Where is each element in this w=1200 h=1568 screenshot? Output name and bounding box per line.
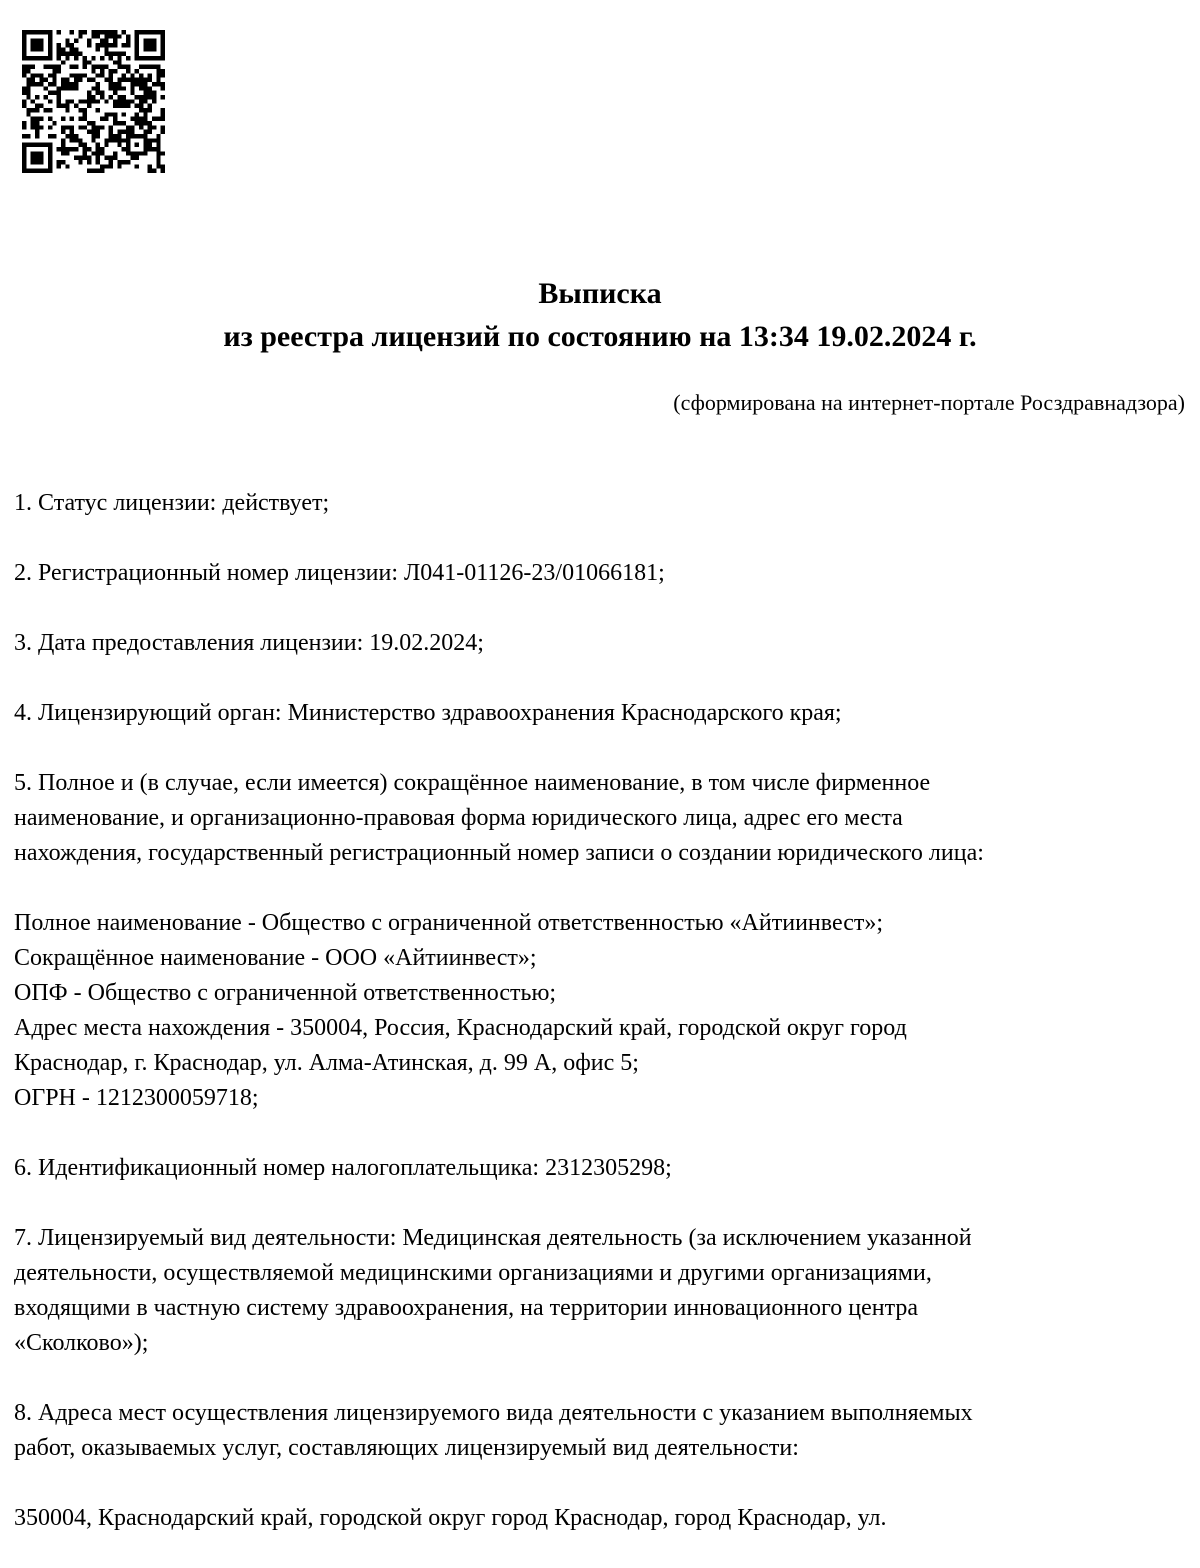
- document-body: [14, 486, 1192, 1568]
- licensed-activity-block: 7. Лицензируемый вид деятельности: Медицинская деятельность (за исключением указанной деятельности, осуществляемой медицинскими организациями и другими организациями, входящими в частную систему здравоохранения, на территории инновационного центра «Сколково»);: [14, 1225, 972, 1356]
- document-title: Выписка из реестра лицензий по состоянию на 13:34 19.02.2024 г.: [223, 277, 977, 353]
- activity-address-line: 350004, Краснодарский край, городской округ город Краснодар, город Краснодар, ул.: [14, 1505, 887, 1531]
- licensing-authority-line: 4. Лицензирующий орган: Министерство здравоохранения Краснодарского края;: [14, 700, 842, 726]
- entity-details-block: Полное наименование - Общество с ограниченной ответственностью «Айтиинвест»; Сокращённое наименование - ООО «Айтиинвест»; ОПФ - Общество с ограниченной ответственностью; Адрес места нахождения - 350004, Россия, Краснодарский край, городской округ город Краснодар, г. Краснодар, ул. Алма-Атинская, д. 99 А, офис 5; ОГРН - 1212300059718;: [14, 910, 907, 1111]
- document-subtitle: (сформирована на интернет-портале Росздравнадзора): [673, 390, 1185, 415]
- license-status-line: 1. Статус лицензии: действует;: [14, 490, 330, 516]
- entity-name-section-header: 5. Полное и (в случае, если имеется) сокращённое наименование, в том числе фирменное наименование, и организационно-правовая форма юридического лица, адрес его места нахождения, государственный регистрационный номер записи о создании юридического лица:: [14, 770, 984, 866]
- license-reg-number-line: 2. Регистрационный номер лицензии: Л041-01126-23/01066181;: [14, 560, 665, 586]
- license-grant-date-line: 3. Дата предоставления лицензии: 19.02.2024;: [14, 630, 484, 656]
- activity-addresses-header: 8. Адреса мест осуществления лицензируемого вида деятельности с указанием выполняемых работ, оказываемых услуг, составляющих лицензируемый вид деятельности:: [14, 1400, 973, 1461]
- taxpayer-id-line: 6. Идентификационный номер налогоплательщика: 2312305298;: [14, 1155, 672, 1181]
- qr-code-icon: [22, 30, 165, 173]
